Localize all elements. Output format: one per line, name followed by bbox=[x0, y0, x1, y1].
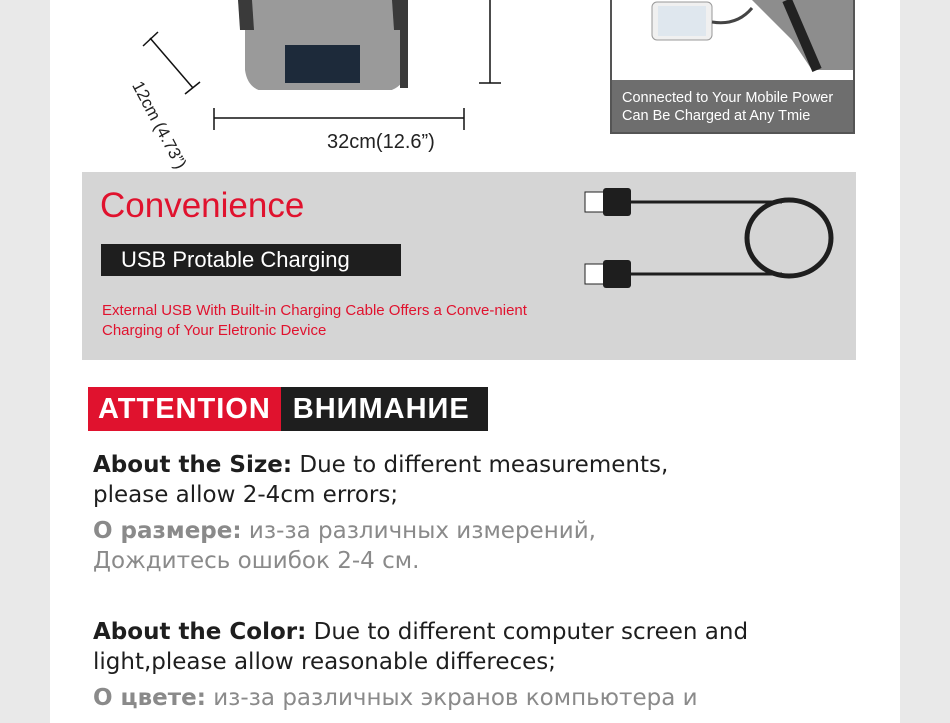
width-label: 32cm(12.6”) bbox=[327, 131, 435, 153]
desc-line-1: External USB With Built-in Charging Cable Offers a Conve-nient bbox=[102, 302, 527, 319]
size-note-line-2: please allow 2-4cm errors; bbox=[93, 482, 399, 508]
attention-header bbox=[88, 387, 488, 431]
depth-label: 12cm (4.73”) bbox=[128, 78, 191, 173]
width-dimension-line bbox=[212, 108, 467, 132]
usb-cable-icon bbox=[577, 184, 847, 294]
convenience-panel bbox=[82, 172, 856, 360]
size-note-ru bbox=[93, 516, 596, 576]
caption-line-1: Connected to Your Mobile Power bbox=[622, 90, 834, 106]
size-note-label: About the Size: bbox=[93, 452, 293, 478]
backpack-image bbox=[190, 0, 460, 90]
charging-photo-caption bbox=[612, 80, 853, 132]
caption-line-2: Can Be Charged at Any Tmie bbox=[622, 108, 811, 124]
color-note-line-2: light,please allow reasonable differeces; bbox=[93, 649, 557, 675]
size-note-ru-line-2: Дождитесь ошибок 2-4 см. bbox=[93, 548, 420, 574]
color-note bbox=[93, 617, 748, 677]
attention-ru: ВНИМАНИЕ bbox=[281, 387, 488, 431]
color-note-line-1: Due to different computer screen and bbox=[306, 619, 749, 645]
size-note-ru-line-1: из-за различных измерений, bbox=[241, 518, 596, 544]
desc-line-2: Charging of Your Eletronic Device bbox=[102, 322, 327, 339]
size-note-line-1: Due to different measurements, bbox=[292, 452, 669, 478]
color-note-ru-label: О цвете: bbox=[93, 685, 206, 711]
convenience-title: Convenience bbox=[100, 186, 305, 225]
product-detail-page bbox=[50, 0, 900, 723]
usb-charging-banner: USB Protable Charging bbox=[101, 244, 401, 276]
size-note bbox=[93, 450, 668, 510]
height-dimension-line bbox=[475, 0, 505, 90]
phone-charging-image bbox=[612, 0, 855, 82]
color-note-ru-line-1: из-за различных экранов компьютера и bbox=[205, 685, 698, 711]
convenience-description bbox=[102, 301, 622, 341]
charging-photo bbox=[610, 0, 855, 134]
color-note-ru bbox=[93, 683, 698, 713]
color-note-label: About the Color: bbox=[93, 619, 307, 645]
attention-en: ATTENTION bbox=[88, 387, 281, 431]
size-note-ru-label: О размере: bbox=[93, 518, 242, 544]
